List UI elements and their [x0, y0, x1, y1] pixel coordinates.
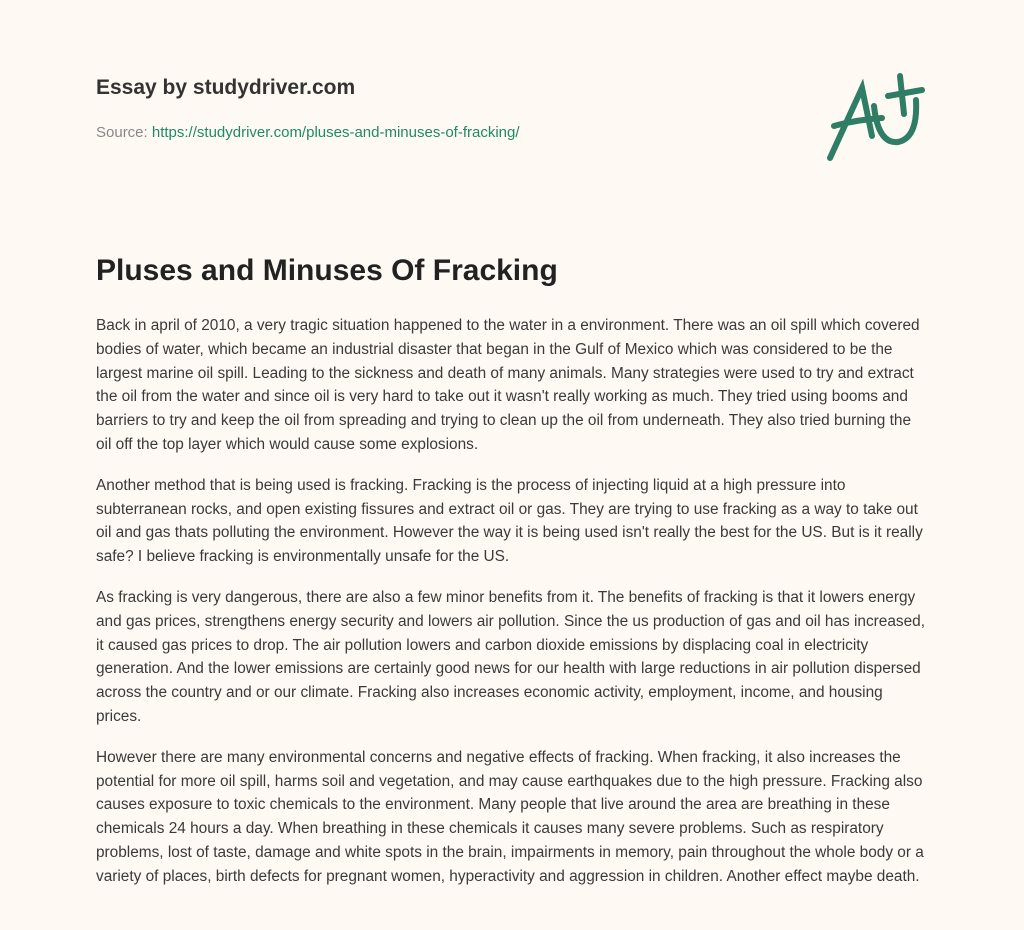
- paragraph: Another method that is being used is fracking. Fracking is the process of injecting liquid at a high pressure into subterranean rocks, and open existing fissures and extract oil or gas. They are trying to use fracking as a way to take out oil and gas thats polluting the environment. However the way it is being used isn't really the best for the US. But is it really safe? I believe fracking is environmentally unsafe for the US.: [96, 476, 923, 566]
- site-title: Essay by studydriver.com: [96, 76, 356, 99]
- paragraph: As fracking is very dangerous, there are also a few minor benefits from it. The benefits of fracking is that it lowers energy and gas prices, strengthens energy security and lowers air pollution. Since the us production of gas and oil has increased, it caused gas prices to drop. The air pollution lowers and carbon dioxide emissions by displacing coal in electricity generation. And the lower emissions are certainly good news for our health with large reductions in air pollution dispersed across the country and or our climate. Fracking also increases economic activity, employment, income, and housing prices.: [96, 588, 926, 725]
- essay-body: [96, 314, 930, 906]
- paragraph: Back in april of 2010, a very tragic situation happened to the water in a environment. There was an oil spill which covered bodies of water, which became an industrial disaster that began in the Gulf of Mexico which was considered to be the largest marine oil spill. Leading to the sickness and death of many animals. Many strategies were used to try and extract the oil from the water and since oil is very hard to take out it wasn't really working as much. They tried using booms and barriers to try and keep the oil from spreading and trying to clean up the oil from underneath. They also tried burning the oil off the top layer which would cause some explosions.: [96, 317, 920, 453]
- essay-title: Pluses and Minuses Of Fracking: [96, 254, 558, 287]
- a-plus-logo: [820, 66, 930, 166]
- paragraph: However there are many environmental concerns and negative effects of fracking. When fracking, it also increases the potential for more oil spill, harms soil and vegetation, and may cause earthquakes due to the high pressure. Fracking also causes exposure to toxic chemicals to the environment. Many people that live around the area are breathing in these chemicals 24 hours a day. When breathing in these chemicals it causes many severe problems. Such as respiratory problems, lost of taste, damage and white spots in the brain, impairments in memory, pain throughout the whole body or a variety of places, birth defects for pregnant women, hyperactivity and aggression in children. Another effect maybe death.: [96, 748, 924, 885]
- source-label: Source:: [96, 124, 148, 141]
- source-link[interactable]: https://studydriver.com/pluses-and-minuses-of-fracking/: [151, 124, 520, 141]
- source-line: [96, 124, 520, 141]
